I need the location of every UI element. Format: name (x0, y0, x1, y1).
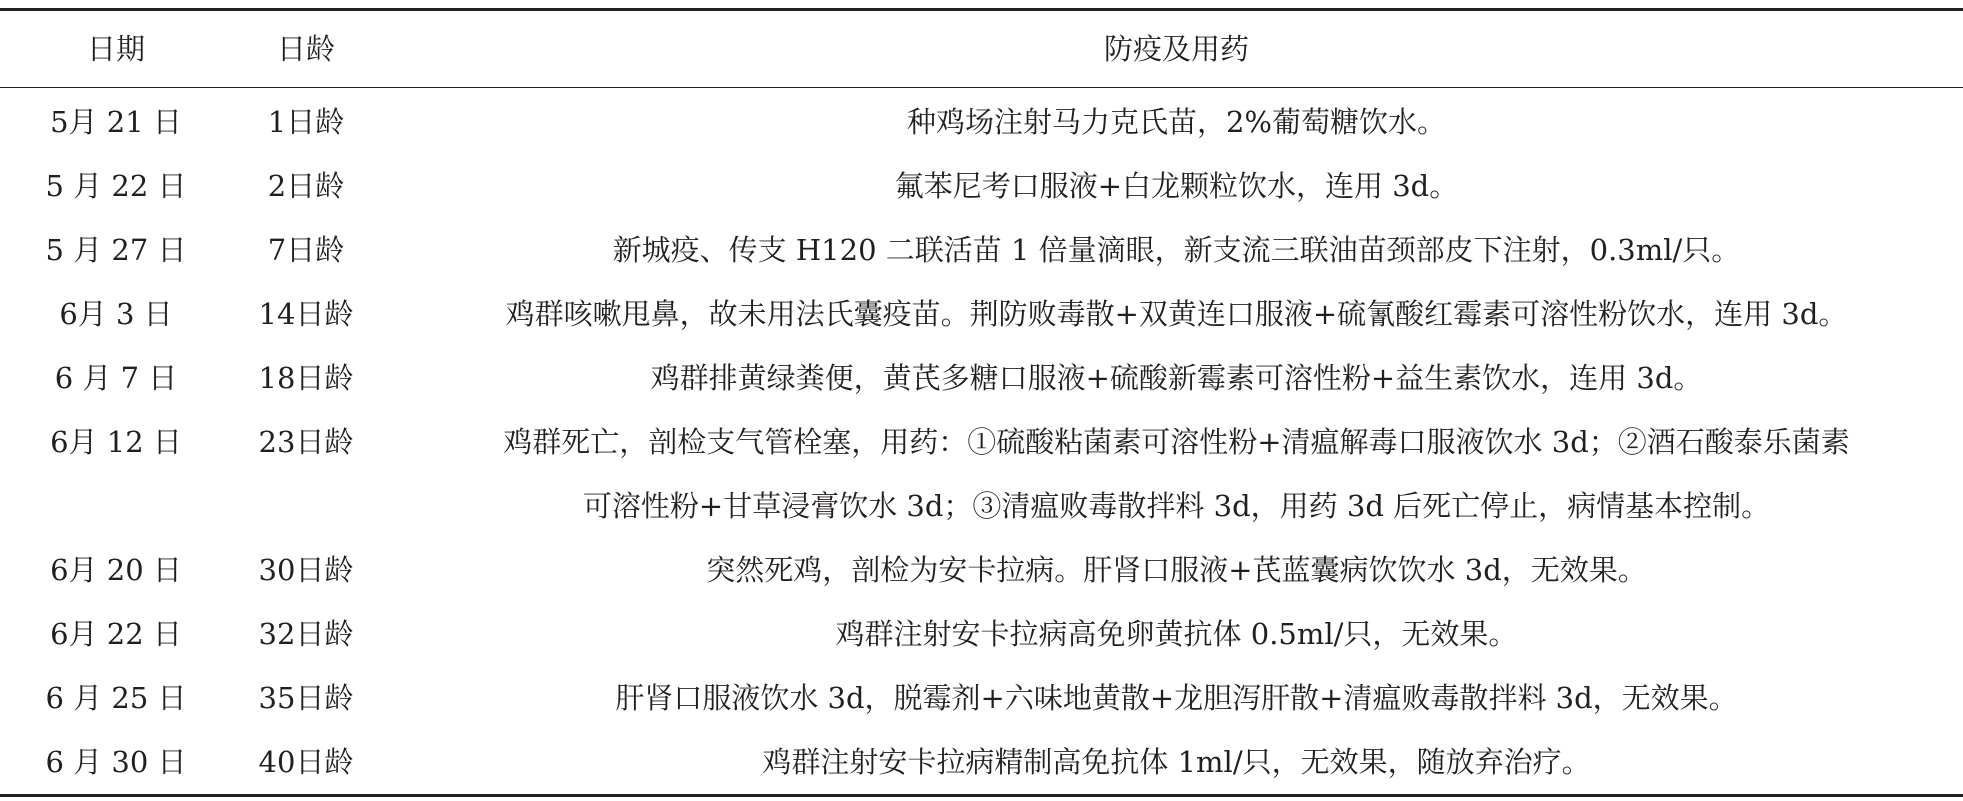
row-treatment (390, 282, 1963, 346)
treatment-table-container (0, 8, 1963, 797)
row-treatment (390, 730, 1963, 796)
row-age: 35日龄 (258, 681, 354, 715)
row-treatment (390, 602, 1963, 666)
table-row (0, 282, 1963, 346)
treatment-table (0, 8, 1963, 797)
row-treatment-line: 肝肾口服液饮水 3d，脱霉剂+六味地黄散+龙胆泻肝散+清瘟败毒散拌料 3d，无效果。 (615, 681, 1738, 715)
row-treatment-line: 鸡群咳嗽甩鼻，故未用法氏囊疫苗。荆防败毒散+双黄连口服液+硫氰酸红霉素可溶性粉饮水，连用 3d。 (505, 297, 1848, 331)
row-treatment (390, 666, 1963, 730)
row-age: 32日龄 (258, 617, 354, 651)
row-date: 6月 3 日 (59, 297, 173, 331)
table-header-row (0, 10, 1963, 88)
row-age: 23日龄 (258, 425, 354, 459)
row-age: 40日龄 (258, 745, 354, 779)
row-age: 2日龄 (267, 169, 345, 203)
row-age: 18日龄 (258, 361, 354, 395)
table-row (0, 730, 1963, 796)
row-treatment-line: 鸡群注射安卡拉病高免卵黄抗体 0.5ml/只，无效果。 (835, 617, 1518, 651)
row-date: 6月 12 日 (50, 425, 182, 459)
table-row (0, 666, 1963, 730)
header-treatment: 防疫及用药 (1103, 32, 1249, 66)
table-row (0, 154, 1963, 218)
row-date: 6 月 25 日 (45, 681, 187, 715)
table-row (0, 88, 1963, 155)
row-treatment-line: 鸡群注射安卡拉病精制高免抗体 1ml/只，无效果，随放弃治疗。 (762, 745, 1591, 779)
table-row (0, 218, 1963, 282)
row-age: 7日龄 (267, 233, 345, 267)
row-age: 1日龄 (267, 105, 345, 139)
row-date: 6月 20 日 (50, 553, 182, 587)
row-treatment (390, 410, 1963, 538)
row-date: 6 月 30 日 (45, 745, 187, 779)
row-treatment (390, 538, 1963, 602)
row-date: 6 月 7 日 (54, 361, 178, 395)
row-treatment-line: 鸡群死亡，剖检支气管栓塞，用药：①硫酸粘菌素可溶性粉+清瘟解毒口服液饮水 3d；②酒石酸泰乐菌素 (503, 425, 1850, 459)
table-row (0, 602, 1963, 666)
row-treatment (390, 154, 1963, 218)
header-age: 日龄 (276, 32, 335, 66)
row-age: 30日龄 (258, 553, 354, 587)
row-treatment-line: 种鸡场注射马力克氏苗，2%葡萄糖饮水。 (906, 105, 1446, 139)
row-date: 5月 21 日 (50, 105, 182, 139)
row-treatment-line: 新城疫、传支 H120 二联活苗 1 倍量滴眼，新支流三联油苗颈部皮下注射，0.3ml/只。 (612, 233, 1741, 267)
row-treatment-line: 突然死鸡，剖检为安卡拉病。肝肾口服液+芪蓝囊病饮饮水 3d，无效果。 (706, 553, 1647, 587)
row-date: 5 月 27 日 (45, 233, 187, 267)
header-date: 日期 (86, 32, 145, 66)
row-age: 14日龄 (258, 297, 354, 331)
row-treatment (390, 218, 1963, 282)
table-row (0, 538, 1963, 602)
row-treatment-line: 鸡群排黄绿粪便，黄芪多糖口服液+硫酸新霉素可溶性粉+益生素饮水，连用 3d。 (650, 361, 1703, 395)
row-treatment (390, 346, 1963, 410)
row-treatment (390, 88, 1963, 155)
row-date: 6月 22 日 (50, 617, 182, 651)
table-row (0, 410, 1963, 538)
row-treatment-line: 氟苯尼考口服液+白龙颗粒饮水，连用 3d。 (894, 169, 1459, 203)
row-date: 5 月 22 日 (45, 169, 187, 203)
row-treatment-line: 可溶性粉+甘草浸膏饮水 3d；③清瘟败毒散拌料 3d，用药 3d 后死亡停止，病情基本控制。 (582, 489, 1771, 523)
table-row (0, 346, 1963, 410)
